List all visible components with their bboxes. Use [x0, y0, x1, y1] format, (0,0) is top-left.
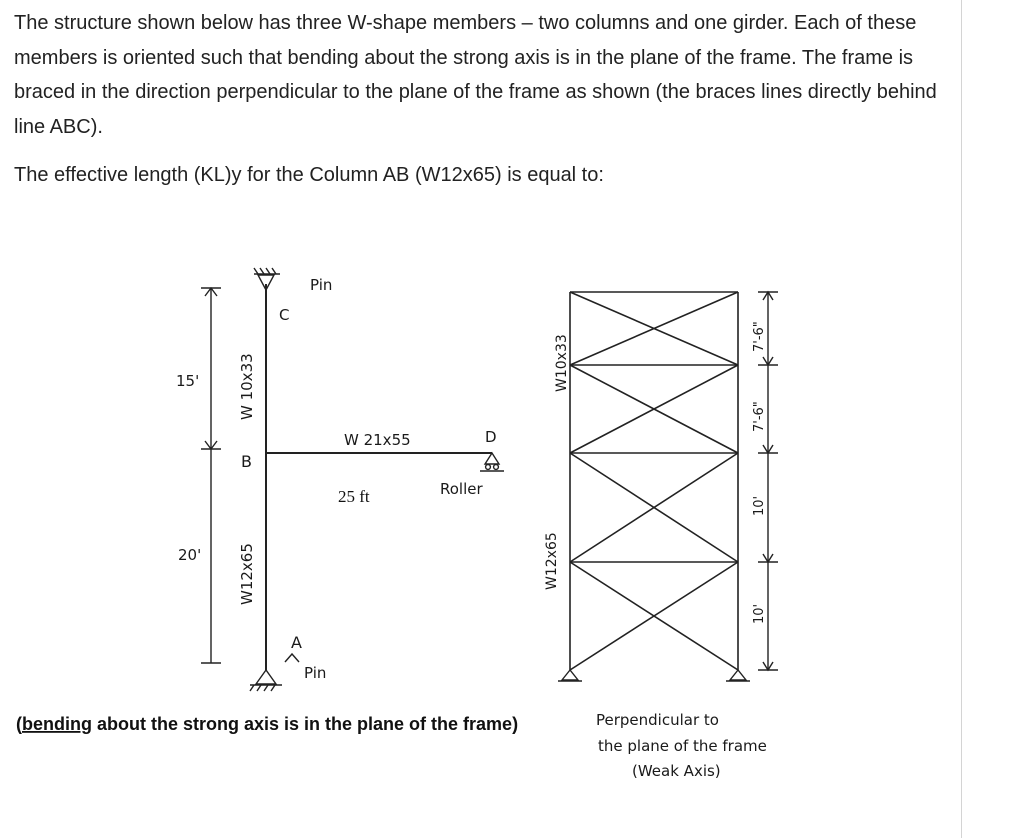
in-plane-caption-paren: (: [16, 714, 22, 734]
bottom-pin-support: [250, 654, 299, 691]
bottom-pin-pointer: [285, 654, 299, 662]
node-a-label: A: [291, 633, 302, 652]
perp-caption-line-2: the plane of the frame: [598, 737, 767, 755]
roller-wheel-2: [494, 465, 499, 470]
braced-right-support: [730, 670, 746, 680]
top-pin-hatch-3: [266, 268, 270, 274]
roller-wheel-1: [486, 465, 491, 470]
in-plane-caption-word: bending: [22, 714, 92, 734]
girder-section-label: W 21x55: [344, 431, 411, 449]
question-paragraph-1: The structure shown below has three W-shape members – two columns and one girder. Each of these members is oriented such that bending about the strong axis is in the plane of the frame. The frame is braced in the direction perpendicular to the plane of the frame as shown (the braces lines directly behind line ABC).: [14, 12, 937, 138]
roller-triangle: [485, 453, 499, 464]
right-upper-section-label: W10x33: [554, 334, 570, 392]
top-pin-hatch-2: [260, 268, 264, 274]
span-length-label: 25 ft: [338, 487, 370, 506]
upper-column-section-label: W 10x33: [238, 353, 256, 420]
bottom-pin-hatch-3: [264, 685, 268, 691]
perp-caption-line-3: (Weak Axis): [632, 762, 721, 780]
node-c-label: C: [279, 306, 290, 324]
bottom-pin-hatch-2: [257, 685, 261, 691]
perp-caption-line-1: Perpendicular to: [596, 711, 719, 729]
braced-left-support: [562, 670, 578, 680]
left-dimension: [201, 288, 221, 663]
node-b-label: B: [241, 452, 252, 471]
brace-dim-1: 7'-6": [752, 321, 767, 352]
node-d-label: D: [485, 428, 497, 446]
bottom-pin-label: Pin: [304, 664, 327, 682]
roller-label: Roller: [440, 480, 483, 498]
in-plane-caption: [16, 714, 518, 734]
top-pin-label: Pin: [310, 276, 333, 294]
roller-support: [480, 453, 504, 471]
bottom-pin-hatch-4: [271, 685, 275, 691]
bottom-pin-triangle: [256, 670, 276, 684]
top-pin-support: [254, 268, 280, 290]
brace-dim-4: 10': [752, 603, 767, 624]
braced-frame: [570, 292, 738, 670]
frame-diagram: [0, 260, 961, 800]
brace-dim-3: 10': [752, 495, 767, 516]
question-paragraph-2: The effective length (KL)y for the Column AB (W12x65) is equal to:: [14, 164, 604, 186]
in-plane-caption-rest: about the strong axis is in the plane of the frame): [92, 714, 519, 734]
right-lower-section-label: W12x65: [544, 532, 560, 590]
braced-frame-supports: [558, 670, 750, 681]
lower-column-section-label: W12x65: [238, 543, 256, 605]
frame-figure: [0, 260, 961, 800]
question-text: [14, 6, 944, 193]
page-right-border: [961, 0, 962, 838]
brace-dim-2: 7'-6": [752, 401, 767, 432]
dim-upper-label: 15': [176, 372, 200, 390]
bottom-pin-hatch-1: [250, 685, 254, 691]
dim-lower-label: 20': [178, 546, 202, 564]
top-pin-hatch-1: [254, 268, 258, 274]
top-pin-hatch-4: [272, 268, 276, 274]
